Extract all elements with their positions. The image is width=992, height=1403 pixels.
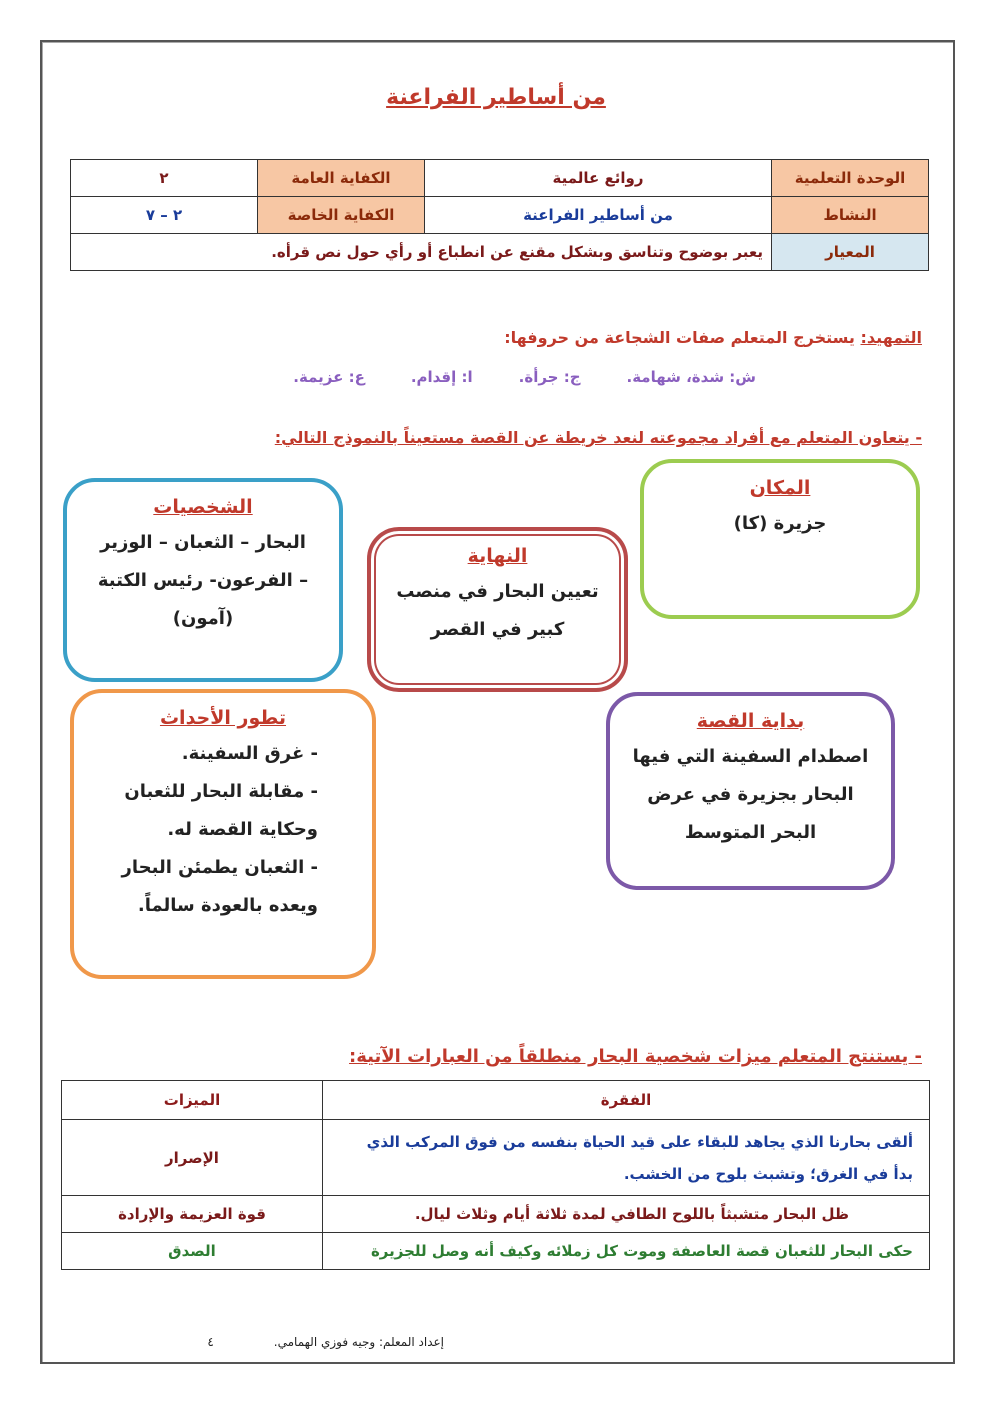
traits-instruction: - يستنتج المتعلم ميزات شخصية البحار منطلقاً من العبارات الآتية: (349, 1046, 922, 1067)
beginning-line: البحر المتوسط (684, 822, 817, 843)
characters-line: (آمون) (172, 608, 234, 629)
events-line: ويعده بالعودة سالماً. (137, 895, 318, 916)
special-competence-label: الكفاية الخاصة (258, 197, 425, 234)
activity-label: النشاط (772, 197, 929, 234)
characters-title: الشخصيات (153, 496, 253, 518)
passage-header: الفقرة (323, 1081, 930, 1120)
events-title: تطور الأحداث (159, 707, 287, 729)
events-line: - الثعبان يطمئن البحار (121, 857, 318, 878)
events-line: - غرق السفينة. (181, 743, 318, 764)
beginning-line: اصطدام السفينة التي فيها (632, 746, 869, 767)
characters-line: البحار – الثعبان – الوزير (100, 532, 306, 553)
beginning-title: بداية القصة (696, 710, 805, 732)
activity-value: من أساطير الفراعنة (425, 197, 772, 234)
traits-table (61, 1080, 930, 1270)
story-map-characters-box (63, 478, 343, 682)
general-competence-value: ٢ (71, 160, 258, 197)
intro-text: يستخرج المتعلم صفات الشجاعة من حروفها: (504, 328, 861, 347)
author-credit: إعداد المعلم: وجيه فوزي الهمامي. (273, 1335, 444, 1349)
passage-line: ألقى بحارنا الذي يجاهد للبقاء على قيد الحياة بنفسه من فوق المركب الذي (366, 1132, 913, 1151)
lesson-info-table (70, 159, 929, 271)
story-map-ending-box (367, 527, 628, 692)
passage-line: بدأ في الغرق؛ وتشبث بلوح من الخشب. (623, 1164, 913, 1183)
letter-item: ش: شدة، شهامة. (626, 368, 756, 386)
map-instruction: - يتعاون المتعلم مع أفراد مجموعته لنعد خريطة عن القصة مستعيناً بالنموذج التالي: (274, 428, 922, 447)
trait-cell: الإصرار (62, 1120, 323, 1196)
letter-item: ع: عزيمة. (293, 368, 365, 386)
story-map-beginning-box (606, 692, 895, 890)
events-line: - مقابلة البحار للثعبان (124, 781, 318, 802)
special-competence-value: ٢ – ٧ (71, 197, 258, 234)
story-map-events-box (70, 689, 376, 979)
trait-cell: الصدق (62, 1233, 323, 1270)
letter-item: ا: إقدام. (410, 368, 473, 386)
ending-line: تعيين البحار في منصب (396, 581, 599, 602)
events-line: وحكاية القصة له. (167, 819, 318, 840)
letter-item: ج: جرأة. (518, 368, 581, 386)
beginning-line: البحار بجزيرة في عرض (647, 784, 854, 805)
footer (207, 1335, 444, 1349)
page-number: ٤ (207, 1335, 214, 1349)
standard-label: المعيار (772, 234, 929, 271)
trait-cell: قوة العزيمة والإرادة (62, 1196, 323, 1233)
standard-value: يعبر بوضوح وتناسق وبشكل مقنع عن انطباع أو رأي حول نص قرأه. (71, 234, 772, 271)
courage-letters (293, 368, 756, 386)
ending-line: كبير في القصر (430, 619, 565, 640)
characters-line: – الفرعون- رئيس الكتبة (97, 570, 309, 591)
general-competence-label: الكفاية العامة (258, 160, 425, 197)
passage-cell (323, 1120, 930, 1196)
passage-cell: حكى البحار للثعبان قصة العاصفة وموت كل زملائه وكيف أنه وصل للجزيرة (323, 1233, 930, 1270)
story-map-place-box (640, 459, 920, 619)
place-title: المكان (749, 477, 811, 499)
intro-label: التمهيد: (860, 328, 922, 347)
intro-line (504, 328, 922, 347)
place-text: جزيرة (كا) (733, 513, 827, 534)
page-title: من أساطير الفراعنة (386, 85, 606, 110)
passage-cell: ظل البحار متشبثاً باللوح الطافي لمدة ثلاثة أيام وثلاث ليال. (323, 1196, 930, 1233)
unit-label: الوحدة التعلمية (772, 160, 929, 197)
unit-value: روائع عالمية (425, 160, 772, 197)
ending-title: النهاية (467, 545, 528, 567)
trait-header: الميزات (62, 1081, 323, 1120)
